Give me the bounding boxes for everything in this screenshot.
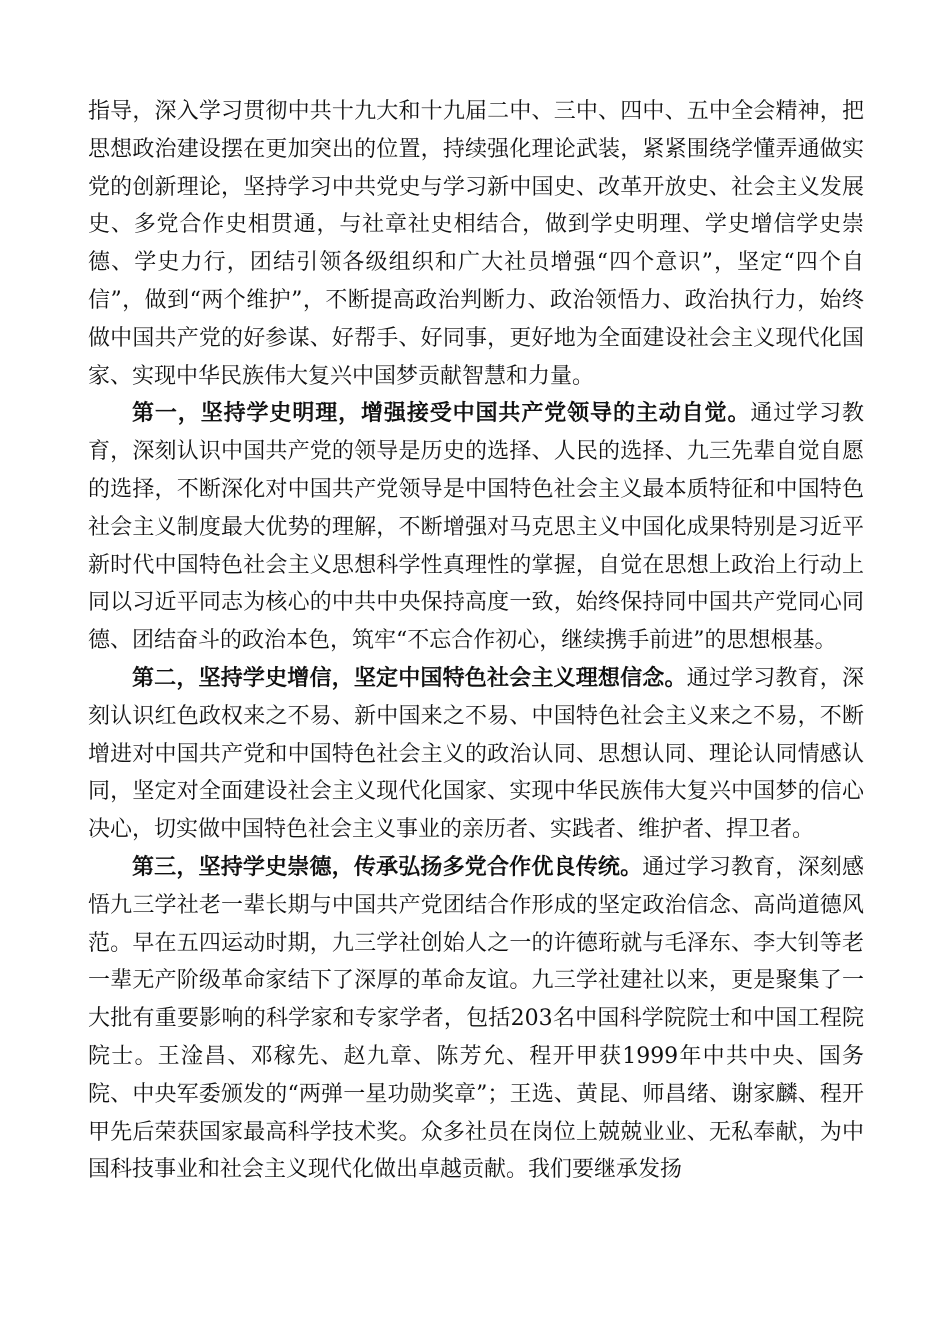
paragraph-intro bbox=[88, 93, 864, 395]
paragraph-point-three-heading: 第三，坚持学史崇德，传承弘扬多党合作优良传统。 bbox=[132, 853, 643, 880]
paragraph-point-one-heading: 第一，坚持学史明理，增强接受中国共产党领导的主动自觉。 bbox=[132, 400, 751, 427]
document-page bbox=[88, 93, 864, 1189]
paragraph-point-three bbox=[88, 849, 864, 1189]
paragraph-point-two bbox=[88, 660, 864, 849]
paragraph-intro-text: 指导，深入学习贯彻中共十九大和十九届二中、三中、四中、五中全会精神，把思想政治建设摆在更加突出的位置，持续强化理论武装，紧紧围绕学懂弄通做实党的创新理论，坚持学习中共党史与学习新中国史、改革开放史、社会主义发展史、多党合作史相贯通，与社章社史相结合，做到学史明理、学史增信学史崇德、学史力行，团结引领各级组织和广大社员增强“四个意识”，坚定“四个自信”，做到“两个维护”，不断提高政治判断力、政治领悟力、政治执行力，始终做中国共产党的好参谋、好帮手、好同事，更好地为全面建设社会主义现代化国家、实现中华民族伟大复兴中国梦贡献智慧和力量。 bbox=[88, 99, 864, 389]
paragraph-point-two-text: 通过学习教育，深刻认识红色政权来之不易、新中国来之不易、中国特色社会主义来之不易，不断增进对中国共产党和中国特色社会主义的政治认同、思想认同、理论认同情感认同，坚定对全面建设社会主义现代化国家、实现中华民族伟大复兴中国梦的信心决心，切实做中国特色社会主义事业的亲历者、实践者、维护者、捍卫者。 bbox=[88, 665, 864, 843]
paragraph-point-three-text: 通过学习教育，深刻感悟九三学社老一辈长期与中国共产党团结合作形成的坚定政治信念、高尚道德风范。早在五四运动时期，九三学社创始人之一的许德珩就与毛泽东、李大钊等老一辈无产阶级革命家结下了深厚的革命友谊。九三学社建社以来，更是聚集了一大批有重要影响的科学家和专家学者，包括203名中国科学院院士和中国工程院院士。王淦昌、邓稼先、赵九章、陈芳允、程开甲获1999年中共中央、国务院、中央军委颁发的“两弹一星功勋奖章”；王选、黄昆、师昌绪、谢家麟、程开甲先后荣获国家最高科学技术奖。众多社员在岗位上兢兢业业、无私奉献，为中国科技事业和社会主义现代化做出卓越贡献。我们要继承发扬 bbox=[88, 854, 864, 1183]
paragraph-point-one bbox=[88, 395, 864, 660]
paragraph-point-two-heading: 第二，坚持学史增信，坚定中国特色社会主义理想信念。 bbox=[132, 664, 687, 691]
paragraph-point-one-text: 通过学习教育，深刻认识中国共产党的领导是历史的选择、人民的选择、九三先辈自觉自愿的选择，不断深化对中国共产党领导是中国特色社会主义最本质特征和中国特色社会主义制度最大优势的理解，不断增强对马克思主义中国化成果特别是习近平新时代中国特色社会主义思想科学性真理性的掌握，自觉在思想上政治上行动上同以习近平同志为核心的中共中央保持高度一致，始终保持同中国共产党同心同德、团结奋斗的政治本色，筑牢“不忘合作初心，继续携手前进”的思想根基。 bbox=[88, 401, 864, 654]
